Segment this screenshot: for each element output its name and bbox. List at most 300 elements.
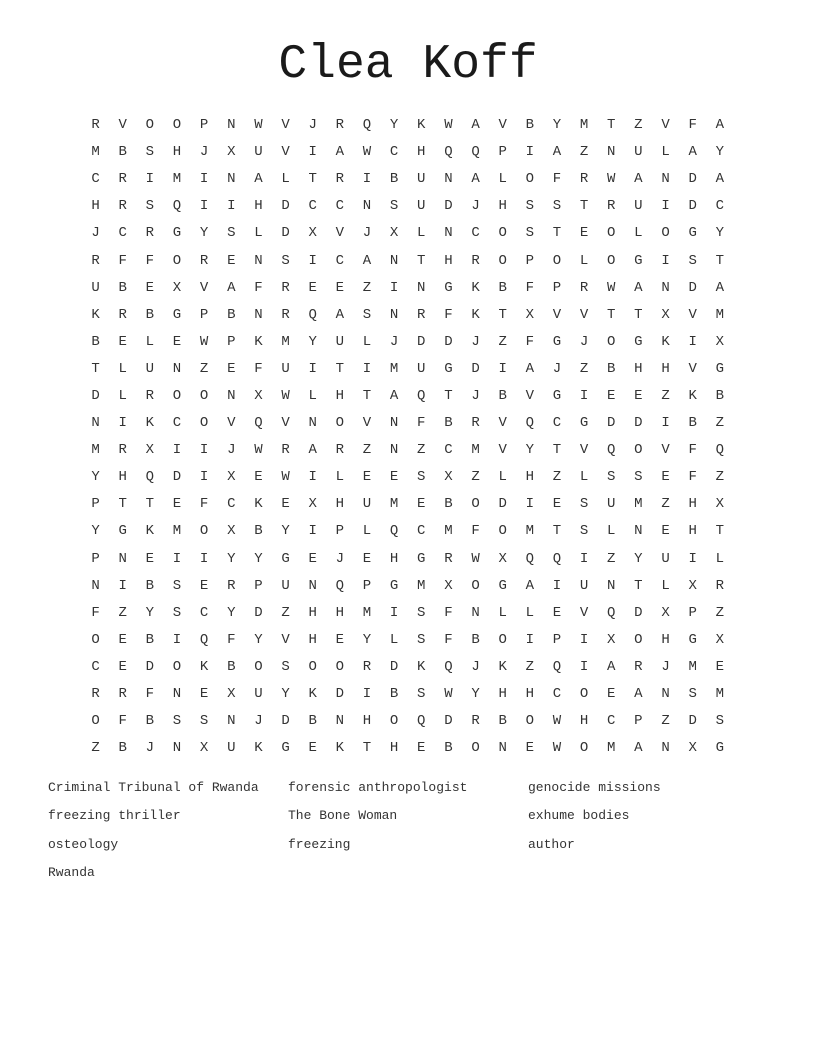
grid-cell: E <box>118 658 127 675</box>
word-list-item: author <box>528 836 575 852</box>
grid-cell: Q <box>145 469 155 486</box>
grid-cell: Z <box>579 360 589 377</box>
grid-row <box>82 166 734 193</box>
grid-cell: G <box>715 360 724 377</box>
grid-cell: H <box>335 496 345 513</box>
grid-cell: I <box>552 577 562 594</box>
grid-cell: X <box>308 496 317 513</box>
grid-cell: R <box>91 117 100 134</box>
grid-cell: X <box>444 469 453 486</box>
grid-row <box>82 193 734 220</box>
grid-cell: Q <box>362 117 372 134</box>
grid-cell: P <box>498 144 507 161</box>
grid-cell: A <box>634 279 643 296</box>
grid-cell: R <box>91 252 100 269</box>
grid-cell: E <box>607 686 616 703</box>
grid-cell: R <box>145 387 155 404</box>
grid-cell: J <box>199 144 209 161</box>
grid-cell: C <box>552 686 562 703</box>
grid-cell: P <box>525 252 535 269</box>
grid-cell: F <box>444 306 453 323</box>
grid-cell: H <box>498 686 507 703</box>
grid-cell: B <box>498 279 507 296</box>
grid-cell: W <box>471 550 480 567</box>
grid-cell: S <box>145 198 155 215</box>
grid-cell: O <box>254 658 263 675</box>
grid-cell: B <box>715 387 724 404</box>
grid-cell: D <box>145 658 155 675</box>
grid-cell: T <box>362 387 372 404</box>
grid-cell: R <box>579 171 589 188</box>
grid-cell: T <box>579 198 589 215</box>
grid-cell: V <box>498 117 507 134</box>
grid-cell: E <box>281 496 290 513</box>
grid-cell: S <box>579 496 589 513</box>
grid-cell: D <box>172 469 182 486</box>
word-list-item: Criminal Tribunal of Rwanda <box>48 780 259 795</box>
grid-cell: R <box>118 171 127 188</box>
grid-cell: P <box>688 604 697 621</box>
grid-cell: Z <box>579 144 589 161</box>
grid-cell: G <box>172 306 182 323</box>
grid-cell: V <box>335 225 345 242</box>
grid-cell: O <box>172 658 182 675</box>
grid-cell: V <box>579 604 589 621</box>
grid-cell: G <box>444 360 453 377</box>
grid-cell: H <box>525 469 535 486</box>
grid-cell: B <box>145 577 155 594</box>
grid-cell: Y <box>362 631 372 648</box>
grid-cell: S <box>688 252 697 269</box>
grid-cell: D <box>688 198 697 215</box>
grid-cell: R <box>634 658 643 675</box>
grid-row <box>82 627 734 654</box>
grid-cell: O <box>661 225 670 242</box>
grid-row <box>82 139 734 166</box>
grid-cell: A <box>688 144 697 161</box>
grid-cell: K <box>688 387 697 404</box>
grid-row <box>82 329 734 356</box>
grid-row <box>82 112 734 139</box>
grid-cell: N <box>389 306 399 323</box>
grid-cell: M <box>417 577 426 594</box>
grid-cell: B <box>145 631 155 648</box>
grid-row <box>82 546 734 573</box>
grid-cell: F <box>417 415 426 432</box>
grid-cell: G <box>552 387 562 404</box>
grid-cell: F <box>145 686 155 703</box>
grid-cell: R <box>335 442 345 459</box>
grid-cell: U <box>634 198 643 215</box>
grid-cell: W <box>254 442 263 459</box>
grid-cell: O <box>172 252 182 269</box>
grid-cell: Z <box>552 469 562 486</box>
grid-cell: S <box>688 686 697 703</box>
grid-cell: P <box>552 279 562 296</box>
grid-cell: X <box>688 740 697 757</box>
grid-cell: I <box>362 360 372 377</box>
grid-cell: D <box>281 713 290 730</box>
grid-cell: J <box>471 387 480 404</box>
grid-cell: E <box>172 496 182 513</box>
grid-cell: I <box>579 550 589 567</box>
grid-cell: N <box>661 171 670 188</box>
grid-cell: I <box>579 658 589 675</box>
grid-cell: R <box>607 198 616 215</box>
grid-cell: O <box>199 523 209 540</box>
grid-cell: H <box>335 604 345 621</box>
grid-cell: X <box>145 442 155 459</box>
grid-cell: S <box>417 469 426 486</box>
grid-cell: W <box>552 740 562 757</box>
grid-cell: K <box>199 658 209 675</box>
grid-cell: T <box>308 171 317 188</box>
grid-cell: I <box>308 144 317 161</box>
grid-cell: D <box>254 604 263 621</box>
grid-cell: N <box>227 171 236 188</box>
grid-cell: Z <box>362 442 372 459</box>
grid-cell: Z <box>715 604 724 621</box>
grid-cell: B <box>498 387 507 404</box>
grid-row <box>82 410 734 437</box>
grid-cell: T <box>118 496 127 513</box>
grid-cell: G <box>498 577 507 594</box>
grid-cell: J <box>227 442 236 459</box>
grid-row <box>82 247 734 274</box>
grid-cell: R <box>281 306 290 323</box>
grid-cell: R <box>335 117 345 134</box>
grid-cell: W <box>281 469 290 486</box>
grid-row <box>82 356 734 383</box>
grid-cell: H <box>661 360 670 377</box>
grid-cell: M <box>172 171 182 188</box>
grid-cell: T <box>335 360 345 377</box>
grid-cell: F <box>145 252 155 269</box>
grid-cell: F <box>688 469 697 486</box>
grid-cell: Q <box>525 415 535 432</box>
grid-cell: Y <box>227 604 236 621</box>
grid-cell: C <box>715 198 724 215</box>
grid-cell: E <box>199 577 209 594</box>
grid-cell: C <box>118 225 127 242</box>
word-list-item: genocide missions <box>528 780 661 795</box>
grid-cell: V <box>498 415 507 432</box>
grid-cell: V <box>498 442 507 459</box>
grid-cell: E <box>552 604 562 621</box>
grid-cell: U <box>145 360 155 377</box>
grid-cell: Q <box>607 604 616 621</box>
grid-cell: O <box>607 225 616 242</box>
grid-cell: V <box>227 415 236 432</box>
grid-cell: D <box>389 658 399 675</box>
grid-cell: T <box>552 442 562 459</box>
grid-cell: R <box>715 577 724 594</box>
grid-cell: B <box>145 713 155 730</box>
grid-cell: W <box>444 117 453 134</box>
grid-cell: B <box>254 523 263 540</box>
grid-row <box>82 437 734 464</box>
grid-cell: E <box>227 360 236 377</box>
grid-cell: F <box>118 713 127 730</box>
grid-cell: A <box>335 306 345 323</box>
grid-cell: U <box>417 171 426 188</box>
grid-cell: I <box>579 631 589 648</box>
grid-cell: D <box>281 198 290 215</box>
grid-cell: J <box>362 225 372 242</box>
grid-cell: P <box>362 577 372 594</box>
grid-cell: T <box>552 225 562 242</box>
grid-cell: S <box>281 658 290 675</box>
grid-cell: R <box>118 442 127 459</box>
grid-cell: H <box>308 631 317 648</box>
grid-cell: N <box>607 577 616 594</box>
grid-cell: Y <box>91 469 100 486</box>
grid-cell: A <box>227 279 236 296</box>
grid-cell: T <box>634 306 643 323</box>
grid-cell: M <box>91 442 100 459</box>
grid-cell: L <box>498 469 507 486</box>
grid-cell: C <box>199 604 209 621</box>
grid-cell: M <box>525 523 535 540</box>
grid-cell: S <box>417 604 426 621</box>
grid-cell: O <box>579 686 589 703</box>
grid-cell: U <box>335 333 345 350</box>
grid-cell: X <box>715 496 724 513</box>
grid-cell: M <box>579 117 589 134</box>
grid-cell: H <box>688 523 697 540</box>
grid-cell: L <box>607 523 616 540</box>
grid-cell: Q <box>444 144 453 161</box>
grid-cell: H <box>444 252 453 269</box>
grid-cell: S <box>145 144 155 161</box>
grid-row <box>82 600 734 627</box>
grid-cell: K <box>254 740 263 757</box>
grid-cell: I <box>525 496 535 513</box>
grid-cell: B <box>91 333 100 350</box>
grid-cell: E <box>335 631 345 648</box>
grid-cell: O <box>91 631 100 648</box>
grid-cell: F <box>525 333 535 350</box>
grid-cell: T <box>362 740 372 757</box>
grid-cell: L <box>362 333 372 350</box>
grid-cell: Y <box>389 117 399 134</box>
grid-cell: E <box>308 550 317 567</box>
grid-cell: R <box>471 252 480 269</box>
grid-cell: J <box>389 333 399 350</box>
grid-cell: Z <box>661 496 670 513</box>
grid-cell: J <box>471 658 480 675</box>
grid-cell: T <box>417 252 426 269</box>
grid-cell: Q <box>525 550 535 567</box>
grid-cell: E <box>417 496 426 513</box>
grid-cell: C <box>91 658 100 675</box>
grid-cell: S <box>579 523 589 540</box>
grid-cell: E <box>172 333 182 350</box>
grid-cell: D <box>688 279 697 296</box>
grid-cell: O <box>308 658 317 675</box>
grid-cell: Z <box>715 415 724 432</box>
grid-cell: U <box>417 198 426 215</box>
grid-cell: T <box>634 577 643 594</box>
grid-cell: K <box>254 333 263 350</box>
grid-cell: Y <box>199 225 209 242</box>
grid-cell: Q <box>389 523 399 540</box>
grid-cell: F <box>471 523 480 540</box>
grid-cell: U <box>634 144 643 161</box>
grid-cell: I <box>362 171 372 188</box>
grid-cell: D <box>444 198 453 215</box>
grid-cell: R <box>362 658 372 675</box>
grid-cell: N <box>389 442 399 459</box>
grid-cell: P <box>91 496 100 513</box>
grid-cell: I <box>172 631 182 648</box>
grid-cell: E <box>607 387 616 404</box>
grid-cell: G <box>634 333 643 350</box>
grid-cell: Q <box>417 387 426 404</box>
grid-cell: W <box>607 171 616 188</box>
grid-cell: Q <box>199 631 209 648</box>
grid-cell: D <box>335 686 345 703</box>
grid-cell: S <box>607 469 616 486</box>
grid-cell: T <box>444 387 453 404</box>
grid-cell: K <box>498 658 507 675</box>
grid-cell: I <box>172 442 182 459</box>
grid-cell: B <box>145 306 155 323</box>
grid-cell: G <box>688 225 697 242</box>
grid-cell: L <box>281 171 290 188</box>
grid-cell: F <box>525 279 535 296</box>
grid-cell: C <box>227 496 236 513</box>
grid-cell: S <box>172 577 182 594</box>
grid-cell: J <box>145 740 155 757</box>
grid-cell: O <box>335 658 345 675</box>
grid-cell: H <box>389 550 399 567</box>
grid-cell: F <box>254 360 263 377</box>
grid-cell: I <box>199 198 209 215</box>
grid-cell: S <box>417 631 426 648</box>
grid-cell: H <box>498 198 507 215</box>
grid-cell: O <box>145 117 155 134</box>
grid-cell: B <box>227 658 236 675</box>
grid-cell: N <box>118 550 127 567</box>
grid-row <box>82 383 734 410</box>
grid-cell: N <box>607 144 616 161</box>
grid-cell: N <box>389 415 399 432</box>
grid-cell: E <box>417 740 426 757</box>
grid-cell: Z <box>118 604 127 621</box>
grid-cell: V <box>362 415 372 432</box>
grid-cell: G <box>172 225 182 242</box>
grid-cell: Y <box>254 631 263 648</box>
grid-cell: A <box>634 171 643 188</box>
grid-cell: I <box>362 686 372 703</box>
grid-cell: A <box>362 252 372 269</box>
grid-cell: C <box>172 415 182 432</box>
grid-cell: Z <box>362 279 372 296</box>
grid-cell: B <box>118 279 127 296</box>
grid-cell: N <box>417 279 426 296</box>
grid-cell: V <box>579 442 589 459</box>
grid-cell: A <box>525 577 535 594</box>
grid-cell: M <box>444 523 453 540</box>
grid-cell: F <box>118 252 127 269</box>
grid-cell: X <box>498 550 507 567</box>
grid-cell: W <box>281 387 290 404</box>
grid-cell: K <box>308 686 317 703</box>
grid-cell: N <box>389 252 399 269</box>
grid-cell: U <box>281 360 290 377</box>
grid-cell: E <box>634 387 643 404</box>
grid-cell: Y <box>145 604 155 621</box>
grid-cell: U <box>579 577 589 594</box>
grid-cell: N <box>227 713 236 730</box>
grid-cell: T <box>607 306 616 323</box>
grid-cell: S <box>525 225 535 242</box>
grid-cell: R <box>579 279 589 296</box>
grid-cell: R <box>471 415 480 432</box>
grid-cell: X <box>688 577 697 594</box>
grid-cell: L <box>308 387 317 404</box>
grid-cell: I <box>199 469 209 486</box>
word-list <box>48 778 768 891</box>
grid-cell: M <box>362 604 372 621</box>
grid-cell: E <box>227 252 236 269</box>
grid-cell: V <box>281 415 290 432</box>
grid-row <box>82 464 734 491</box>
grid-cell: T <box>552 523 562 540</box>
grid-cell: Y <box>525 442 535 459</box>
grid-cell: J <box>471 333 480 350</box>
grid-cell: I <box>661 415 670 432</box>
grid-cell: X <box>199 740 209 757</box>
grid-cell: U <box>607 496 616 513</box>
grid-cell: I <box>525 631 535 648</box>
grid-cell: R <box>118 198 127 215</box>
grid-cell: I <box>118 577 127 594</box>
grid-cell: D <box>634 415 643 432</box>
grid-cell: X <box>607 631 616 648</box>
grid-cell: Z <box>471 469 480 486</box>
grid-cell: E <box>552 496 562 513</box>
grid-cell: M <box>389 496 399 513</box>
grid-cell: K <box>335 740 345 757</box>
grid-cell: V <box>579 306 589 323</box>
grid-cell: M <box>172 523 182 540</box>
grid-cell: I <box>389 279 399 296</box>
grid-cell: E <box>362 550 372 567</box>
grid-cell: G <box>118 523 127 540</box>
grid-cell: K <box>145 523 155 540</box>
grid-cell: R <box>281 279 290 296</box>
grid-cell: I <box>661 198 670 215</box>
grid-cell: H <box>417 144 426 161</box>
grid-cell: E <box>145 279 155 296</box>
grid-cell: E <box>661 523 670 540</box>
grid-cell: B <box>444 740 453 757</box>
grid-row <box>82 681 734 708</box>
grid-cell: Y <box>281 523 290 540</box>
grid-cell: A <box>715 171 724 188</box>
grid-cell: V <box>525 387 535 404</box>
grid-cell: B <box>444 496 453 513</box>
grid-cell: O <box>607 252 616 269</box>
grid-cell: S <box>525 198 535 215</box>
grid-cell: D <box>281 225 290 242</box>
grid-cell: Y <box>227 550 236 567</box>
grid-cell: D <box>498 496 507 513</box>
grid-cell: O <box>172 117 182 134</box>
grid-cell: K <box>145 415 155 432</box>
